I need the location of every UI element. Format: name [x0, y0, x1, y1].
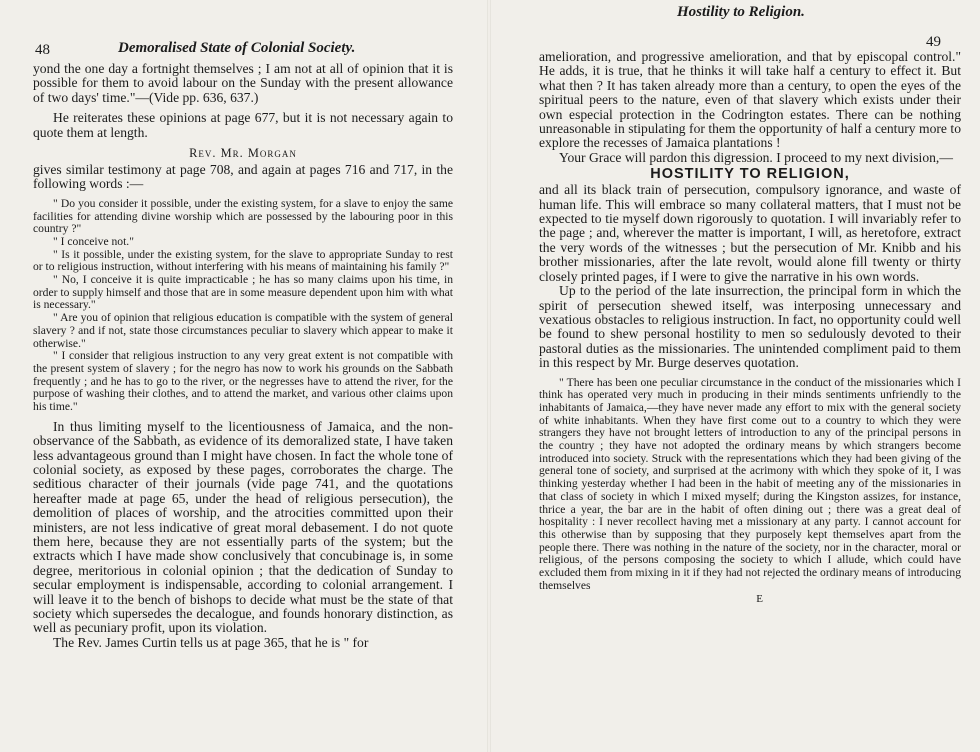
quotation: " Do you consider it possible, under the existing system, for a slave to enjoy the same facilities for attending divine worship which are possessed by the labouring poor in this country ?"	[33, 196, 453, 236]
signature-mark: E	[756, 593, 763, 606]
left-page-number: 48	[35, 42, 50, 58]
left-page	[0, 0, 488, 752]
right-page-body	[539, 50, 961, 605]
paragraph: He reiterates these opinions at page 677, but it is not necessary again to quote them at length.	[33, 110, 453, 140]
paragraph: The Rev. James Curtin tells us at page 365, that he is " for	[53, 634, 369, 650]
left-page-body	[33, 62, 453, 650]
section-title: HOSTILITY TO RELIGION,	[650, 166, 850, 183]
paragraph: In thus limiting myself to the licentiousness of Jamaica, and the non-observance of the Sabbath, as evidence of its demoralized state, I have taken less advantageous ground than I might have chosen. In fact the whole tone of colonial society, as exposed by these pages, corroborates the charge. The seditious character of their journals (vide page 741, and the quotations hereafter made at page 65, under the head of religious persecution), the demolition of places of worship, and the atrocities committed upon their ministers, are not less indicative of great moral debasement. I do not quote them here, because they are not essentially parts of the system; but the extracts which I have made show conclusively that concubinage is, in some degree, meritorious in colonial opinion ; that the dedication of Sunday to secular employment is indispensable, according to colonial arrangement. I will leave it to the bench of bishops to decide what must be the state of that society which supersedes the decalogue, and founds honorary distinction, as well as pecuniary profit, upon its violation.	[33, 418, 453, 636]
paragraph: gives similar testimony at page 708, and again at pages 716 and 717, in the following words :—	[33, 162, 453, 192]
paragraph: Up to the period of the late insurrection, the principal form in which the spirit of persecution shewed itself, was interposing unnecessary and vexatious obstacles to religious instruction. In fact, no opportunity could well be found to shew personal hostility to men so sedulously devoted to their pastoral duties as the missionaries. The unintended compliment paid to them in this respect by Mr. Burge deserves quotation.	[539, 283, 961, 371]
paragraph: and all its black train of persecution, compulsory ignorance, and waste of human life. This will embrace so many collateral matters, that I must not be expected to tie myself down rigorously to quotation. I will invariably refer to the page ; and, wherever the matter is important, I will, as heretofore, extract the very words of the witnesses ; but the persecution of Mr. Knibb and his brother missionaries, after the late revolt, would alone fill twenty or thirty closely printed pages, if I were to give the narrative in his own words.	[539, 182, 961, 284]
quotation: " There has been one peculiar circumstance in the conduct of the missionaries which I think has operated very much in producing in their minds sentiments unfriendly to the inhabitants of Jamaica,—they have never made any effort to mix with the general society of white inhabitants. When they have first come out to a country to which they were strangers they have not brought letters of introduction to any of the principal persons in the country ; they have not adopted the ordinary means by which strangers become introduced into society. Struck with the representations which they had been giving of the general tone of society, and surprised at the acrimony with which they spoke of it, I was thinking yesterday whether I had been in the habit of meeting any of the missionaries in that class of society in which I mixed myself; during the Kingston assizes, for instance, thrice a year, the bar are in the habit of often dining out ; there was a great deal of hospitality : I never recollect having met a missionary at any party. I cannot account for this otherwise than by supposing that they purposely kept themselves apart from the people there. There was nothing in the nature of the society, nor in the character, moral or religious, of the persons composing the society to which I allude, which could have excluded them from mixing in it if they had not rejected the ordinary means of introducing themselves	[539, 375, 961, 592]
quotation: " No, I conceive it is quite impracticable ; he has so many claims upon his time, in order to supply himself and those that are in some measure dependent upon him with what is necessary."	[33, 273, 453, 312]
section-heading: Rev. Mr. Morgan	[189, 146, 297, 161]
quotation: " I consider that religious instruction to any very great extent is not compatible with the present system of slavery ; for the negro has now to work his grounds on the Sabbath frequently ; and he has to go to the river, or the negresses have to attend the river, for the purpose of washing their clothes, and to attend the market, and various other claims upon his time."	[33, 349, 453, 414]
paragraph: yond the one day a fortnight themselves ; I am not at all of opinion that it is possible for them to avoid labour on the Sunday with the present allowance of two days' time."—(Vide pp. 636, 637.)	[33, 61, 453, 105]
paragraph: Your Grace will pardon this digression. I proceed to my next division,—	[559, 149, 953, 165]
quotation: " I conceive not."	[53, 234, 134, 248]
paragraph: amelioration, and progressive amelioration, and that by episcopal control." He adds, it is true, that he thinks it will take half a century to effect it. But what then ? It has taken already more than a century, to open the eyes of the spiritual peers to the nature, even of that slavery which exists under their own especial protection in the Codrington estates. There can be nothing unreasonable in stipulating for them the opportunity of half a century more to explore the recesses of Jamaica plantations !	[539, 49, 961, 151]
quotation: " Is it possible, under the existing system, for the slave to appropriate Sunday to rest or to religious instruction, without interfering with his means of maintaining his family ?"	[33, 247, 453, 274]
right-page-number: 49	[926, 34, 941, 50]
quotation: " Are you of opinion that religious education is compatible with the system of general slavery ? and if not, state those circumstances peculiar to slavery which appear to make it otherwise."	[33, 311, 453, 350]
left-running-head: Demoralised State of Colonial Society.	[118, 40, 356, 56]
right-page	[490, 0, 980, 752]
right-running-head: Hostility to Religion.	[677, 4, 805, 20]
